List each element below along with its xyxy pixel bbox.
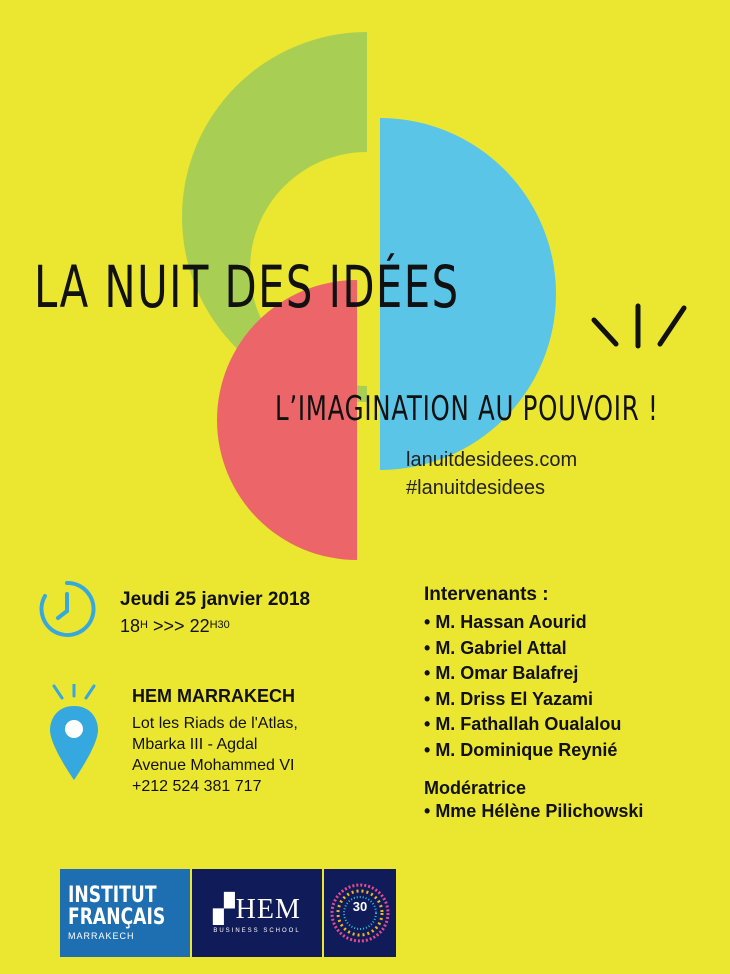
sponsor-logos [60, 869, 396, 957]
speaker-item: • M. Driss El Yazami [424, 687, 643, 713]
hashtag: #lanuitdesidees [406, 477, 545, 499]
address-line: Lot les Riads de l'Atlas, [132, 715, 298, 732]
clock-icon [36, 578, 98, 640]
speaker-item: • M. Gabriel Attal [424, 636, 643, 662]
institut-francais-logo: INSTITUT FRANÇAIS MARRAKECH [60, 869, 190, 957]
event-time: $18^H$ >>> $22^{H30}$ [120, 616, 230, 636]
event-date: Jeudi 25 janvier 2018 [120, 589, 311, 610]
venue-name: HEM MARRAKECH [132, 686, 295, 706]
idea-rays-icon [590, 298, 690, 358]
web-info [406, 446, 577, 502]
speakers-heading: Intervenants : [424, 584, 549, 605]
speaker-item: • M. Hassan Aourid [424, 610, 643, 636]
event-subtitle: L’IMAGINATION AU POUVOIR ! [275, 389, 659, 429]
speaker-item: • M. Dominique Reynié [424, 738, 643, 764]
speakers-list [424, 610, 643, 764]
speaker-item: • M. Omar Balafrej [424, 661, 643, 687]
moderator-heading: Modératrice [424, 777, 527, 798]
anniversary-number: 30 [352, 899, 368, 914]
phone-number: +212 524 381 717 [132, 778, 262, 795]
address-line: Avenue Mohammed VI [132, 757, 295, 774]
venue [132, 686, 298, 797]
address-line: Mbarka III - Agdal [132, 736, 258, 753]
moderator-name: • Mme Hélène Pilichowski [424, 801, 643, 822]
speaker-item: • M. Fathallah Oualalou [424, 712, 643, 738]
hem-logo-text: ▞HEM [213, 894, 301, 925]
schedule [120, 589, 310, 637]
website-link[interactable]: lanuitdesidees.com [406, 449, 578, 471]
event-title: LA NUIT DES IDÉES [34, 253, 460, 321]
speakers-section [424, 584, 643, 822]
location-pin-icon [46, 684, 106, 784]
hem-logo: ▞HEM BUSINESS SCHOOL [192, 869, 322, 957]
anniversary-logo [324, 869, 396, 957]
